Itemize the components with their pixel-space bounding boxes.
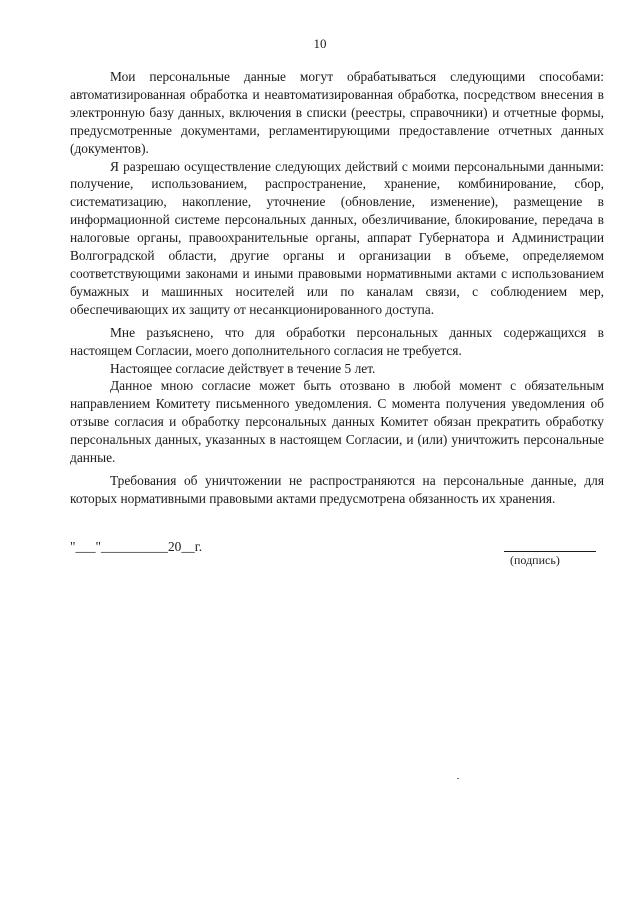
paragraph-processing-methods: Мои персональные данные могут обрабатываться следующими способами: автоматизированная обработка и неавтоматизированная обработка, посредством внесения в электронную базу данных, включения в списки (реестры, справочники) и отчетные формы, предусмотренные документами, регламентирующими предоставление отчетных данных (документов). — [70, 69, 604, 156]
document-body — [70, 68, 604, 508]
paragraph-permitted-actions: Я разрешаю осуществление следующих действий с моими персональными данными: получение, использованием, распространение, хранение, комбинирование, сбор, систематизацию, накопление, уточнение (обновление, изменение), размещение в информационной системе персональных данных, обезличивание, блокирование, передача в налоговые органы, правоохранительные органы, аппарат Губернатора и Администрации Волгоградской области, другие органы и организации в объеме, определяемом соответствующими законами и иными правовыми нормативными актами с использованием бумажных и машинных носителей или по каналам связи, с соблюдением мер, обеспечивающих их защиту от несанкционированного доступа. — [70, 158, 604, 317]
paragraph-revocation: Данное мною согласие может быть отозвано в любой момент с обязательным направлением Комитету письменного уведомления. С момента получения уведомления об отзыве согласия и обработку персональных данных Комитет обязан прекратить обработку персональных данных, указанных в настоящем Согласии, и (или) уничтожить персональные данные. — [70, 378, 604, 466]
paragraph-destruction-exceptions: Требования об уничтожении не распространяются на персональные данные, для которых нормативными правовыми актами предусмотрена обязанность их хранения. — [70, 472, 604, 506]
scan-speck — [457, 778, 459, 779]
paragraph-validity-period: Настоящее согласие действует в течение 5 лет. — [110, 360, 376, 376]
signature-line — [504, 537, 596, 552]
paragraph-no-additional-consent: Мне разъяснено, что для обработки персональных данных содержащихся в настоящем Согласии, моего дополнительного согласия не требуется. — [70, 324, 604, 358]
page-number: 10 — [313, 36, 327, 51]
signature-caption: (подпись) — [510, 553, 560, 567]
date-line: "___"__________20__г. — [70, 539, 203, 554]
